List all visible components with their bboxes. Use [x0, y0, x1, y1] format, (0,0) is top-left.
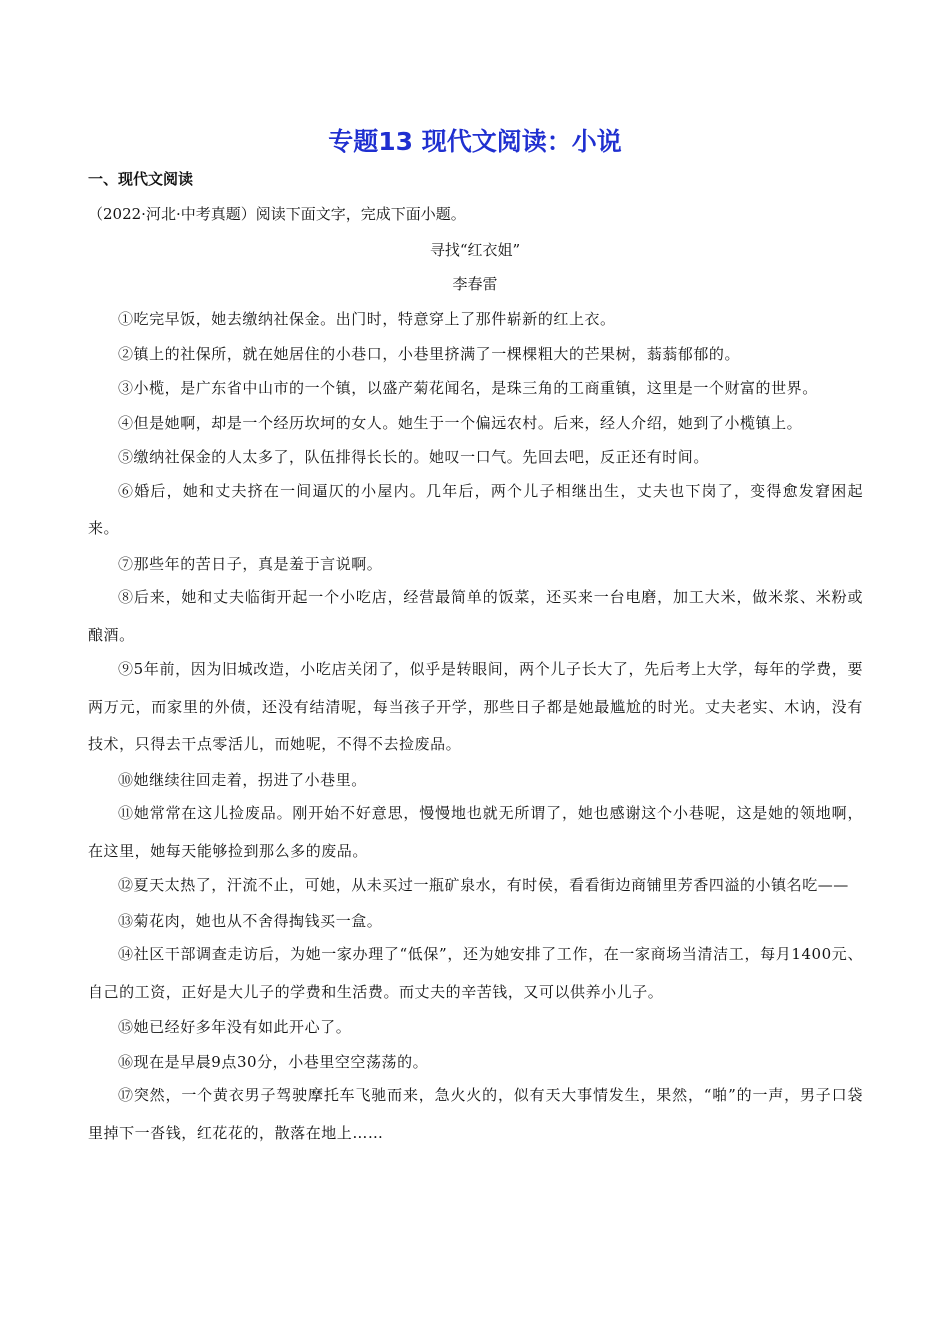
- paragraph-6: ⑥婚后，她和丈夫挤在一间逼仄的小屋内。几年后，两个儿子相继出生，丈夫也下岗了，变得愈发窘困起来。: [88, 481, 863, 538]
- paragraph-12: ⑫夏天太热了，汗流不止，可她，从未买过一瓶矿泉水，有时侯，看看街边商铺里芳香四溢的小镇名吃——: [118, 876, 849, 895]
- paragraph-2: ②镇上的社保所，就在她居住的小巷口，小巷里挤满了一棵棵粗大的芒果树，蓊蓊郁郁的。: [118, 344, 741, 363]
- source-line: （2022·河北·中考真题）阅读下面文字，完成下面小题。: [88, 205, 466, 223]
- paragraph-15: ⑮她已经好多年没有如此开心了。: [118, 1018, 352, 1036]
- paragraph-5: ⑤缴纳社保金的人太多了，队伍排得长长的。她叹一口气。先回去吧，反正还有时间。: [118, 448, 709, 466]
- story-body: [88, 307, 863, 1156]
- paragraph-11: ⑪她常常在这儿捡废品。刚开始不好意思，慢慢地也就无所谓了，她也感谢这个小巷呢，这是她的领地啊，在这里，她每天能够捡到那么多的废品。: [88, 804, 863, 860]
- paragraph-10: ⑩她继续往回走着，拐进了小巷里。: [118, 770, 367, 789]
- paragraph-14: ⑭社区干部调查走访后，为她一家办理了“低保”，还为她安排了工作，在一家商场当清洁工，每月1400元、自己的工资，正好是大儿子的学费和生活费。而丈夫的辛苦钱，又可以供养小儿子。: [88, 945, 863, 1001]
- paragraph-1: ①吃完早饭，她去缴纳社保金。出门时，特意穿上了那件崭新的红上衣。: [118, 310, 616, 328]
- section-heading: 一、现代文阅读: [88, 170, 194, 188]
- paragraph-4: ④但是她啊，却是一个经历坎坷的女人。她生于一个偏远农村。后来，经人介绍，她到了小榄镇上。: [118, 413, 803, 432]
- paragraph-16: ⑯现在是早晨9点30分，小巷里空空荡荡的。: [118, 1052, 429, 1071]
- paragraph-17: ⑰突然，一个黄衣男子驾驶摩托车飞驰而来，急火火的，似有天大事情发生，果然，“啪”的一声，男子口袋里掉下一沓钱，红花花的，散落在地上……: [88, 1086, 863, 1142]
- document-title: 专题13 现代文阅读：小说: [328, 127, 622, 156]
- story-author: 李春雷: [452, 275, 498, 293]
- paragraph-13: ⑬菊花肉，她也从不舍得掏钱买一盒。: [118, 911, 383, 930]
- story-title: 寻找“红衣姐”: [429, 241, 521, 259]
- paragraph-7: ⑦那些年的苦日子，真是羞于言说啊。: [118, 554, 383, 573]
- paragraph-3: ③小榄，是广东省中山市的一个镇，以盛产菊花闻名，是珠三角的工商重镇，这里是一个财富的世界。: [118, 379, 818, 397]
- paragraph-8: ⑧后来，她和丈夫临街开起一个小吃店，经营最简单的饭菜，还买来一台电磨，加工大米，做米浆、米粉或酿酒。: [88, 588, 863, 644]
- paragraph-9: ⑨5年前，因为旧城改造，小吃店关闭了，似乎是转眼间，两个儿子长大了，先后考上大学，每年的学费，要两万元，而家里的外债，还没有结清呢，每当孩子开学，那些日子都是她最尴尬的时光。丈夫老实、木讷，没有技术，只得去干点零活儿，而她呢，不得不去捡废品。: [88, 660, 863, 754]
